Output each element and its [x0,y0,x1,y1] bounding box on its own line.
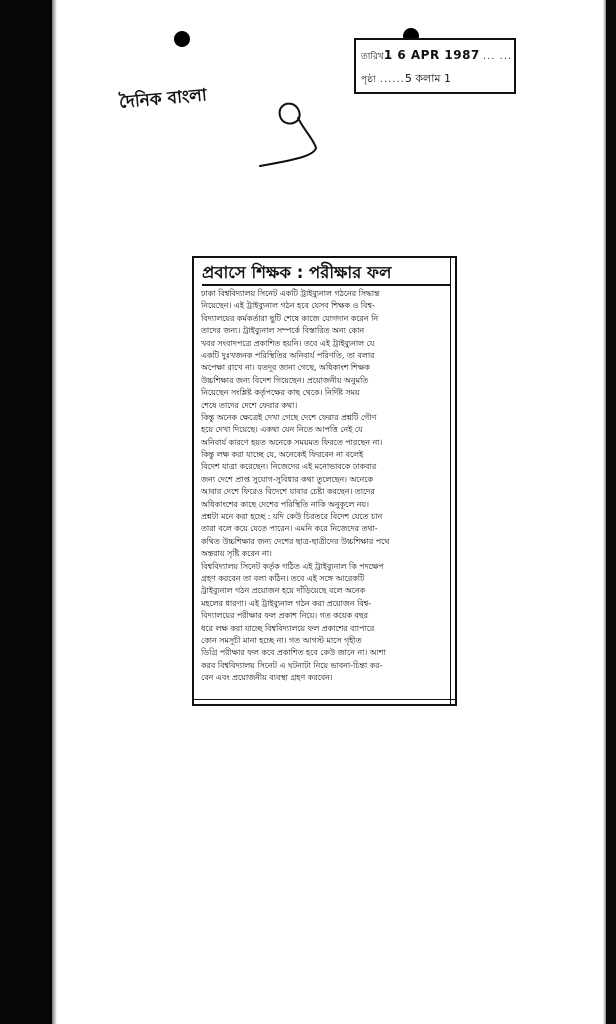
article-line: বিদ্যালয়ের কর্মকর্তারা ছুটি শেষে কাজে যোগদান করেন নি [201,313,379,323]
newspaper-clipping [192,256,457,706]
article-line: কোন সমসূচী মানা হচ্ছে না। গত আগস্ট মাসে গৃহীত [201,635,362,645]
scan-left-border [0,0,52,1024]
clipping-headline: প্রবাসে শিক্ষক : পরীক্ষার ফল [202,262,450,286]
article-line: ধরে লক্ষ করা যাচ্ছে বিশ্ববিদ্যালয়ে ফল প্রকাশের ব্যাপারে [201,623,375,633]
article-line: খবর সংবাদপত্রে প্রকাশিত হয়নি। তবে এই ট্রাইব্যুনাল যে [201,338,375,348]
scan-left-shadow [52,0,57,1024]
article-line: তারা বলে কয়ে যেতে পারেন। এমনি করে নিজেদের তথা- [201,524,378,534]
article-line: কথিত উচ্চশিক্ষার জন্য দেশের ছাত্র-ছাত্রীদের উচ্চশিক্ষার পথে [201,536,390,546]
article-line: তাদের জন্য। ট্রাইব্যুনাল সম্পর্কে বিস্তারিত অন্য কোন [201,326,365,336]
article-line: অপেক্ষা রাখে না। যতদূর জানা গেছে, অধিকাংশ শিক্ষক [201,363,370,373]
article-line: বিশ্ববিদ্যালয় সিনেট কর্তৃক গঠিত এই ট্রাইব্যুনাল কি পদক্ষেপ [201,561,384,571]
article-line: ঢাকা বিশ্ববিদ্যালয় সিনেট একটি ট্রাইব্যুনাল গঠনের সিদ্ধান্ত [201,289,380,298]
article-line: আবার দেশে ফিরেও বিদেশে যাবার চেষ্টা করছেন। তাদের [201,487,375,497]
scan-right-shadow [603,0,606,1024]
article-line: শেষে তাদের দেশে ফেরার কথা। [201,400,298,410]
article-line: অনিবার্য কারণে হয়ত অনেকে সময়মত ফিরতে পারছেন না। [201,437,383,447]
article-line: ট্রাইব্যুনাল গঠন প্রয়োজন হয়ে দাঁড়িয়েছে বলে অনেক [201,586,366,596]
stamp-date-value: 1 6 APR 1987 [383,48,480,62]
article-line: গ্রহণ করবেন তা বলা কঠিন। তবে এই সঙ্গে আরেকটি [201,573,365,583]
article-line: অধিকাংশের কাছে দেশের পরিস্থিতি নাকি অনুকূলে নয়। [201,499,369,509]
article-line: ডিগ্রি পরীক্ষার ফল কবে প্রকাশিত হবে কেউ জানে না। আশা [201,648,386,658]
stamp-page-row: পৃষ্ঠা ......5 কলাম 1 [361,72,452,85]
newspaper-name: দৈনিক বাংলা [118,85,208,113]
article-line: প্রশ্নটা মনে করা হচ্ছে : যদি কেউ চিরতরে বিদেশ যেতে চান [201,512,383,522]
article-line: বেন এবং প্রয়োজনীয় ব্যবস্থা গ্রহণ করবেন। [201,673,333,683]
article-line: বিদ্যালয়ের পরীক্ষার ফল প্রকাশ নিয়ে। গত কয়েক বছর [201,611,369,621]
article-line: বিদেশ যাত্রা করেছেন। নিজেদের এই মনোভাবকে ঢাকবার [201,462,377,472]
clipping-article-body [201,288,451,685]
handwritten-folio-mark [256,96,326,171]
article-line: অন্তরায় সৃষ্টি করেন না। [201,549,272,559]
article-line: করব বিশ্ববিদ্যালয় সিনেট এ ঘটনাটা নিয়ে ভাবনা-চিন্তা কর- [201,660,383,670]
article-line: নিয়েছেন সংশ্লিষ্ট কর্তৃপক্ষের কাছ থেকে। নির্দিষ্ট সময় [201,388,360,398]
article-line: নিয়েছেন। এই ট্রাইব্যুনাল গঠন হবে যেসব শিক্ষক ও বিশ্ব- [201,301,375,311]
stamp-page-value: 5 কলাম 1 [404,72,452,85]
stamp-date-row [361,48,512,64]
article-line: একটি দুঃখজনক পরিস্থিতির অনিবার্য পরিণতি, তা বলার [201,350,375,360]
scan-right-border [606,0,616,1024]
article-line: কিন্তু লক্ষ করা যাচ্ছে যে, অনেকেই ফিরবেন না বলেই [201,450,364,460]
article-line: উচ্চশিক্ষার জন্য বিদেশ গিয়েছেন। প্রয়োজনীয় অনুমতি [201,375,369,385]
article-line: জন্য দেশে প্রাপ্ত সুযোগ-সুবিধার কথা তুলেছেন। অনেকে [201,474,373,484]
punch-hole-left [174,31,190,47]
stamp-date-label: তারিখ [361,52,384,62]
article-line: কিন্তু অনেক ক্ষেত্রেই দেখা গেছে দেশে ফেরার প্রশ্নটি গৌণ [201,412,377,422]
article-line: মহলের ধারণা। এই ট্রাইব্যুনাল গঠন করা প্রয়োজন বিশ্ব- [201,598,372,608]
date-stamp [354,38,516,94]
clipping-frame-bottom [194,699,455,704]
article-line: হয়ে দেখা দিয়েছে। একথা যেন নিতে আপত্তি নেই যে [201,425,363,435]
stamp-date-trail: ... ... [482,51,513,62]
stamp-page-label: পৃষ্ঠা [361,75,376,85]
